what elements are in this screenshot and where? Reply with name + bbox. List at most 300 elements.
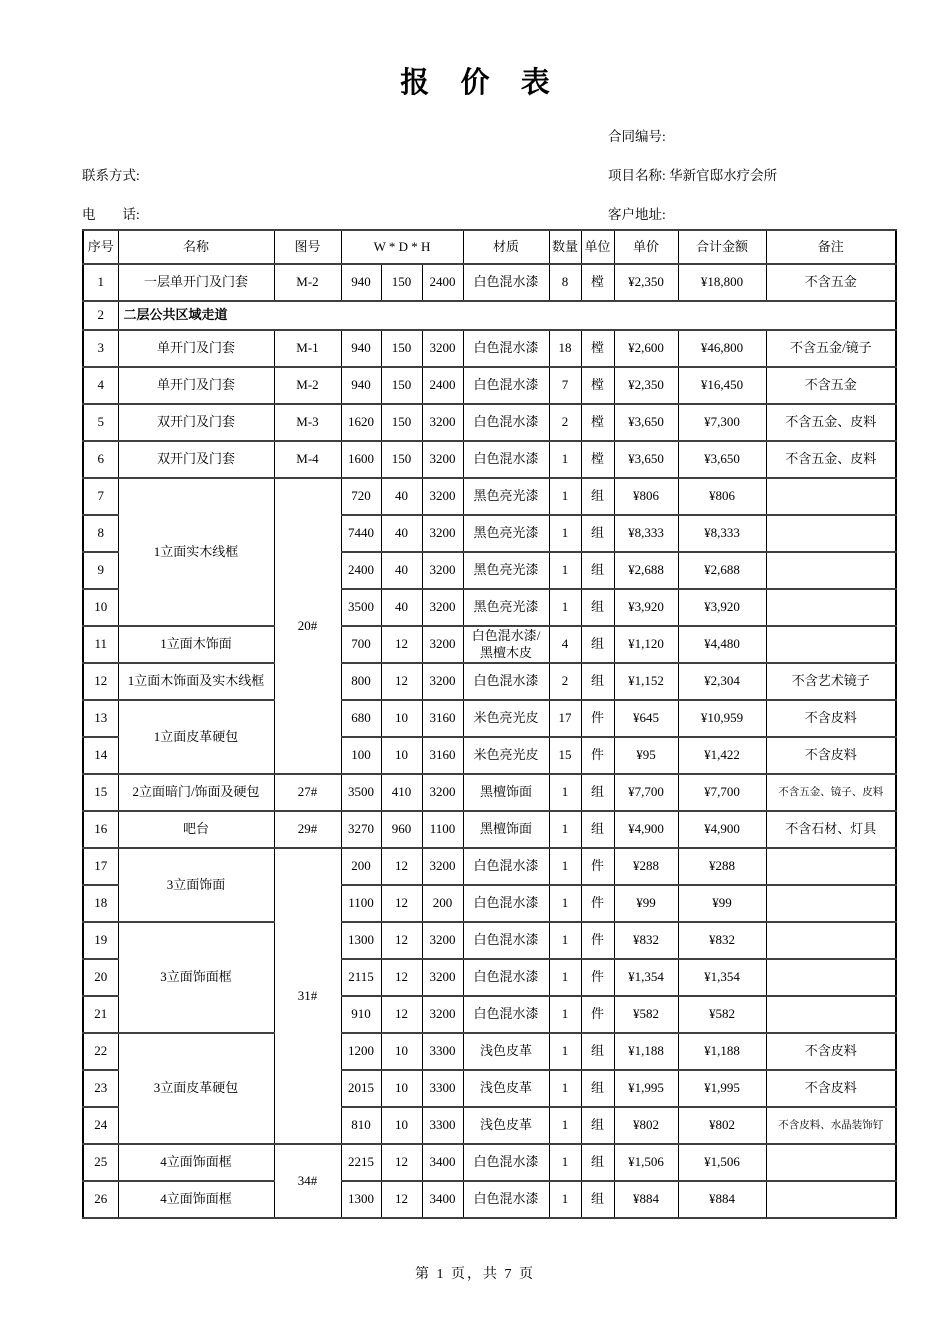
cell-unit-price: ¥806 xyxy=(614,478,678,515)
cell-total: ¥1,422 xyxy=(678,737,766,774)
cell-total: ¥46,800 xyxy=(678,330,766,367)
contract-number-label: 合同编号: xyxy=(608,129,666,144)
cell-material: 浅色皮革 xyxy=(463,1107,549,1144)
cell-depth: 10 xyxy=(381,1033,422,1070)
table-row xyxy=(83,330,896,367)
cell-unit: 组 xyxy=(581,1144,614,1181)
cell-seq: 10 xyxy=(83,589,118,626)
cell-height: 2400 xyxy=(422,264,463,301)
cell-total: ¥10,959 xyxy=(678,700,766,737)
cell-qty: 1 xyxy=(549,515,581,552)
cell-name: 4立面饰面框 xyxy=(118,1181,274,1218)
cell-figure: 31# xyxy=(274,848,341,1144)
cell-depth: 40 xyxy=(381,478,422,515)
cell-material: 黑色亮光漆 xyxy=(463,478,549,515)
cell-total: ¥7,700 xyxy=(678,774,766,811)
cell-unit-price: ¥2,688 xyxy=(614,552,678,589)
cell-unit: 组 xyxy=(581,774,614,811)
cell-unit: 件 xyxy=(581,737,614,774)
cell-height: 3200 xyxy=(422,922,463,959)
cell-unit: 组 xyxy=(581,589,614,626)
cell-depth: 960 xyxy=(381,811,422,848)
cell-material: 黑色亮光漆 xyxy=(463,589,549,626)
cell-seq: 11 xyxy=(83,626,118,663)
cell-height: 3300 xyxy=(422,1107,463,1144)
cell-seq: 5 xyxy=(83,404,118,441)
cell-height: 3200 xyxy=(422,589,463,626)
cell-unit-price: ¥288 xyxy=(614,848,678,885)
cell-height: 3200 xyxy=(422,996,463,1033)
cell-material: 白色混水漆 xyxy=(463,367,549,404)
cell-width: 2400 xyxy=(341,552,381,589)
cell-width: 940 xyxy=(341,330,381,367)
cell-depth: 12 xyxy=(381,922,422,959)
table-header-row xyxy=(83,230,896,264)
cell-name: 1立面木饰面 xyxy=(118,626,274,663)
cell-width: 700 xyxy=(341,626,381,663)
cell-unit-price: ¥582 xyxy=(614,996,678,1033)
cell-width: 720 xyxy=(341,478,381,515)
table-row xyxy=(83,264,896,301)
cell-name: 吧台 xyxy=(118,811,274,848)
cell-material: 黑色亮光漆 xyxy=(463,515,549,552)
cell-unit: 组 xyxy=(581,626,614,663)
cell-material: 米色亮光皮 xyxy=(463,737,549,774)
cell-note: 不含皮料 xyxy=(766,1070,896,1107)
cell-note: 不含五金 xyxy=(766,264,896,301)
cell-unit: 组 xyxy=(581,1033,614,1070)
cell-depth: 12 xyxy=(381,996,422,1033)
cell-unit-price: ¥3,920 xyxy=(614,589,678,626)
cell-width: 940 xyxy=(341,367,381,404)
cell-unit-price: ¥802 xyxy=(614,1107,678,1144)
cell-unit-price: ¥1,506 xyxy=(614,1144,678,1181)
table-row xyxy=(83,663,896,700)
cell-total: ¥832 xyxy=(678,922,766,959)
cell-depth: 410 xyxy=(381,774,422,811)
cell-qty: 1 xyxy=(549,922,581,959)
cell-width: 1300 xyxy=(341,922,381,959)
cell-width: 2215 xyxy=(341,1144,381,1181)
cell-unit-price: ¥2,350 xyxy=(614,264,678,301)
cell-height: 3200 xyxy=(422,848,463,885)
cell-depth: 150 xyxy=(381,330,422,367)
cell-material: 白色混水漆 xyxy=(463,663,549,700)
cell-note: 不含皮料 xyxy=(766,1033,896,1070)
table-row xyxy=(83,848,896,885)
cell-seq: 9 xyxy=(83,552,118,589)
cell-figure: M-4 xyxy=(274,441,341,478)
cell-qty: 1 xyxy=(549,478,581,515)
cell-name: 一层单开门及门套 xyxy=(118,264,274,301)
cell-unit-price: ¥8,333 xyxy=(614,515,678,552)
cell-unit-price: ¥95 xyxy=(614,737,678,774)
cell-name: 3立面皮革硬包 xyxy=(118,1033,274,1144)
cell-unit-price: ¥1,152 xyxy=(614,663,678,700)
cell-seq: 24 xyxy=(83,1107,118,1144)
cell-width: 7440 xyxy=(341,515,381,552)
cell-height: 3200 xyxy=(422,404,463,441)
cell-unit: 组 xyxy=(581,663,614,700)
cell-unit-price: ¥2,600 xyxy=(614,330,678,367)
cell-seq: 15 xyxy=(83,774,118,811)
cell-width: 810 xyxy=(341,1107,381,1144)
cell-qty: 1 xyxy=(549,1033,581,1070)
cell-figure: 34# xyxy=(274,1144,341,1218)
column-header: W * D * H xyxy=(341,230,463,264)
cell-depth: 10 xyxy=(381,1070,422,1107)
cell-unit-price: ¥1,995 xyxy=(614,1070,678,1107)
customer-address-label: 客户地址: xyxy=(608,207,666,222)
cell-depth: 10 xyxy=(381,737,422,774)
cell-width: 3270 xyxy=(341,811,381,848)
cell-name: 双开门及门套 xyxy=(118,404,274,441)
table-row xyxy=(83,626,896,663)
page-number: 第 1 页，共 7 页 xyxy=(415,1267,535,1282)
cell-height: 200 xyxy=(422,885,463,922)
cell-unit-price: ¥832 xyxy=(614,922,678,959)
cell-note xyxy=(766,478,896,515)
table-row xyxy=(83,922,896,959)
cell-width: 1300 xyxy=(341,1181,381,1218)
cell-width: 1620 xyxy=(341,404,381,441)
cell-unit-price: ¥2,350 xyxy=(614,367,678,404)
cell-figure: M-2 xyxy=(274,264,341,301)
table-row xyxy=(83,441,896,478)
cell-note xyxy=(766,1144,896,1181)
cell-total: ¥1,995 xyxy=(678,1070,766,1107)
cell-width: 1200 xyxy=(341,1033,381,1070)
cell-depth: 10 xyxy=(381,700,422,737)
cell-height: 2400 xyxy=(422,367,463,404)
cell-depth: 12 xyxy=(381,848,422,885)
cell-width: 100 xyxy=(341,737,381,774)
cell-depth: 12 xyxy=(381,959,422,996)
cell-note xyxy=(766,589,896,626)
column-header: 单价 xyxy=(614,230,678,264)
cell-seq: 6 xyxy=(83,441,118,478)
cell-depth: 10 xyxy=(381,1107,422,1144)
cell-note: 不含艺术镜子 xyxy=(766,663,896,700)
cell-seq: 20 xyxy=(83,959,118,996)
cell-seq: 16 xyxy=(83,811,118,848)
cell-material: 白色混水漆 xyxy=(463,330,549,367)
cell-width: 1100 xyxy=(341,885,381,922)
cell-width: 910 xyxy=(341,996,381,1033)
cell-section-title: 二层公共区域走道 xyxy=(118,301,896,330)
cell-name: 单开门及门套 xyxy=(118,367,274,404)
cell-width: 2115 xyxy=(341,959,381,996)
cell-total: ¥4,900 xyxy=(678,811,766,848)
cell-unit: 樘 xyxy=(581,367,614,404)
cell-total: ¥1,506 xyxy=(678,1144,766,1181)
cell-material: 浅色皮革 xyxy=(463,1033,549,1070)
cell-total: ¥1,354 xyxy=(678,959,766,996)
cell-figure: 27# xyxy=(274,774,341,811)
cell-width: 2015 xyxy=(341,1070,381,1107)
cell-name: 1立面皮革硬包 xyxy=(118,700,274,774)
cell-note xyxy=(766,1181,896,1218)
cell-unit: 组 xyxy=(581,1107,614,1144)
cell-qty: 1 xyxy=(549,441,581,478)
cell-qty: 17 xyxy=(549,700,581,737)
cell-total: ¥18,800 xyxy=(678,264,766,301)
cell-unit: 组 xyxy=(581,515,614,552)
cell-seq: 14 xyxy=(83,737,118,774)
cell-total: ¥8,333 xyxy=(678,515,766,552)
cell-name: 1立面木饰面及实木线框 xyxy=(118,663,274,700)
cell-seq: 4 xyxy=(83,367,118,404)
cell-name: 2立面暗门/饰面及硬包 xyxy=(118,774,274,811)
column-header: 数量 xyxy=(549,230,581,264)
cell-depth: 12 xyxy=(381,1144,422,1181)
column-header: 备注 xyxy=(766,230,896,264)
column-header: 材质 xyxy=(463,230,549,264)
cell-note: 不含皮料 xyxy=(766,737,896,774)
cell-height: 3160 xyxy=(422,737,463,774)
cell-width: 200 xyxy=(341,848,381,885)
cell-seq: 8 xyxy=(83,515,118,552)
cell-material: 白色混水漆 xyxy=(463,959,549,996)
cell-unit-price: ¥3,650 xyxy=(614,441,678,478)
cell-height: 3300 xyxy=(422,1033,463,1070)
cell-qty: 7 xyxy=(549,367,581,404)
cell-width: 1600 xyxy=(341,441,381,478)
cell-qty: 18 xyxy=(549,330,581,367)
cell-qty: 1 xyxy=(549,1070,581,1107)
cell-unit: 组 xyxy=(581,478,614,515)
cell-material: 白色混水漆 xyxy=(463,1181,549,1218)
cell-seq: 3 xyxy=(83,330,118,367)
cell-unit-price: ¥1,120 xyxy=(614,626,678,663)
cell-qty: 1 xyxy=(549,589,581,626)
cell-qty: 2 xyxy=(549,404,581,441)
cell-height: 3200 xyxy=(422,441,463,478)
cell-depth: 12 xyxy=(381,885,422,922)
cell-seq: 1 xyxy=(83,264,118,301)
table-row xyxy=(83,774,896,811)
cell-figure: 20# xyxy=(274,478,341,774)
cell-material: 白色混水漆 xyxy=(463,264,549,301)
cell-qty: 4 xyxy=(549,626,581,663)
cell-material: 米色亮光皮 xyxy=(463,700,549,737)
cell-qty: 1 xyxy=(549,1181,581,1218)
cell-total: ¥16,450 xyxy=(678,367,766,404)
cell-qty: 1 xyxy=(549,959,581,996)
cell-material: 白色混水漆 xyxy=(463,996,549,1033)
cell-figure: M-3 xyxy=(274,404,341,441)
cell-seq: 23 xyxy=(83,1070,118,1107)
cell-note: 不含五金/镜子 xyxy=(766,330,896,367)
cell-width: 800 xyxy=(341,663,381,700)
cell-height: 3200 xyxy=(422,774,463,811)
cell-unit-price: ¥884 xyxy=(614,1181,678,1218)
cell-depth: 150 xyxy=(381,441,422,478)
cell-unit-price: ¥1,188 xyxy=(614,1033,678,1070)
table-row xyxy=(83,811,896,848)
cell-seq: 19 xyxy=(83,922,118,959)
cell-total: ¥806 xyxy=(678,478,766,515)
cell-depth: 40 xyxy=(381,552,422,589)
cell-unit: 件 xyxy=(581,848,614,885)
cell-material: 白色混水漆 xyxy=(463,848,549,885)
cell-unit-price: ¥1,354 xyxy=(614,959,678,996)
project-name-label: 项目名称: xyxy=(608,168,666,183)
cell-height: 3160 xyxy=(422,700,463,737)
cell-total: ¥3,650 xyxy=(678,441,766,478)
cell-note: 不含皮料 xyxy=(766,700,896,737)
cell-qty: 1 xyxy=(549,811,581,848)
cell-qty: 1 xyxy=(549,774,581,811)
cell-total: ¥7,300 xyxy=(678,404,766,441)
cell-note xyxy=(766,922,896,959)
cell-material: 白色混水漆 xyxy=(463,922,549,959)
quotation-table xyxy=(82,229,897,1219)
cell-total: ¥582 xyxy=(678,996,766,1033)
cell-depth: 40 xyxy=(381,515,422,552)
cell-note xyxy=(766,885,896,922)
cell-seq: 13 xyxy=(83,700,118,737)
cell-unit: 件 xyxy=(581,959,614,996)
cell-width: 680 xyxy=(341,700,381,737)
cell-seq: 2 xyxy=(83,301,118,330)
page-title: 报 价 表 xyxy=(400,67,562,99)
table-row xyxy=(83,1033,896,1070)
cell-width: 940 xyxy=(341,264,381,301)
cell-unit: 件 xyxy=(581,996,614,1033)
contact-method-label: 联系方式: xyxy=(82,168,140,183)
cell-material: 黑檀饰面 xyxy=(463,774,549,811)
cell-qty: 1 xyxy=(549,885,581,922)
cell-unit-price: ¥4,900 xyxy=(614,811,678,848)
cell-height: 3200 xyxy=(422,626,463,663)
cell-name: 单开门及门套 xyxy=(118,330,274,367)
column-header: 单位 xyxy=(581,230,614,264)
cell-material: 白色混水漆 xyxy=(463,441,549,478)
cell-height: 3200 xyxy=(422,515,463,552)
cell-figure: M-2 xyxy=(274,367,341,404)
cell-material: 黑色亮光漆 xyxy=(463,552,549,589)
cell-name: 1立面实木线框 xyxy=(118,478,274,626)
cell-unit: 件 xyxy=(581,700,614,737)
cell-unit: 组 xyxy=(581,1070,614,1107)
cell-unit: 件 xyxy=(581,885,614,922)
project-name-value: 华新官邸水疗会所 xyxy=(669,168,778,183)
cell-unit-price: ¥7,700 xyxy=(614,774,678,811)
cell-note: 不含皮料、水晶装饰钉 xyxy=(766,1107,896,1144)
cell-height: 3200 xyxy=(422,552,463,589)
cell-note: 不含石材、灯具 xyxy=(766,811,896,848)
cell-qty: 1 xyxy=(549,552,581,589)
table-row xyxy=(83,700,896,737)
cell-unit: 樘 xyxy=(581,330,614,367)
phone-label: 电 话: xyxy=(82,207,140,222)
cell-unit: 组 xyxy=(581,1181,614,1218)
cell-seq: 7 xyxy=(83,478,118,515)
cell-height: 3400 xyxy=(422,1144,463,1181)
cell-seq: 26 xyxy=(83,1181,118,1218)
cell-note: 不含五金、镜子、皮料 xyxy=(766,774,896,811)
cell-material: 白色混水漆 xyxy=(463,885,549,922)
cell-depth: 12 xyxy=(381,663,422,700)
cell-note xyxy=(766,552,896,589)
cell-note xyxy=(766,959,896,996)
table-row xyxy=(83,478,896,515)
cell-depth: 40 xyxy=(381,589,422,626)
project-name-field xyxy=(608,164,777,184)
cell-note xyxy=(766,626,896,663)
cell-qty: 2 xyxy=(549,663,581,700)
cell-height: 3200 xyxy=(422,478,463,515)
column-header: 合计金额 xyxy=(678,230,766,264)
cell-width: 3500 xyxy=(341,774,381,811)
cell-note xyxy=(766,515,896,552)
cell-material: 白色混水漆 xyxy=(463,404,549,441)
cell-depth: 12 xyxy=(381,1181,422,1218)
cell-seq: 25 xyxy=(83,1144,118,1181)
cell-depth: 12 xyxy=(381,626,422,663)
cell-material: 浅色皮革 xyxy=(463,1070,549,1107)
cell-note: 不含五金、皮料 xyxy=(766,441,896,478)
cell-depth: 150 xyxy=(381,264,422,301)
cell-note: 不含五金 xyxy=(766,367,896,404)
cell-name: 4立面饰面框 xyxy=(118,1144,274,1181)
cell-unit: 组 xyxy=(581,552,614,589)
column-header: 图号 xyxy=(274,230,341,264)
cell-qty: 8 xyxy=(549,264,581,301)
cell-unit-price: ¥99 xyxy=(614,885,678,922)
cell-height: 3400 xyxy=(422,1181,463,1218)
cell-note: 不含五金、皮料 xyxy=(766,404,896,441)
cell-total: ¥2,688 xyxy=(678,552,766,589)
cell-name: 3立面饰面 xyxy=(118,848,274,922)
table-row xyxy=(83,404,896,441)
cell-material: 白色混水漆/黑檀木皮 xyxy=(463,626,549,663)
cell-qty: 15 xyxy=(549,737,581,774)
cell-material: 黑檀饰面 xyxy=(463,811,549,848)
cell-total: ¥4,480 xyxy=(678,626,766,663)
column-header: 名称 xyxy=(118,230,274,264)
cell-total: ¥3,920 xyxy=(678,589,766,626)
cell-height: 3200 xyxy=(422,330,463,367)
cell-total: ¥1,188 xyxy=(678,1033,766,1070)
cell-figure: 29# xyxy=(274,811,341,848)
cell-height: 3200 xyxy=(422,959,463,996)
cell-unit-price: ¥645 xyxy=(614,700,678,737)
cell-total: ¥884 xyxy=(678,1181,766,1218)
cell-height: 1100 xyxy=(422,811,463,848)
cell-figure: M-1 xyxy=(274,330,341,367)
cell-depth: 150 xyxy=(381,367,422,404)
cell-unit: 樘 xyxy=(581,441,614,478)
cell-total: ¥802 xyxy=(678,1107,766,1144)
table-row xyxy=(83,301,896,330)
cell-seq: 18 xyxy=(83,885,118,922)
table-row xyxy=(83,1181,896,1218)
cell-material: 白色混水漆 xyxy=(463,1144,549,1181)
cell-unit-price: ¥3,650 xyxy=(614,404,678,441)
cell-qty: 1 xyxy=(549,1144,581,1181)
cell-seq: 12 xyxy=(83,663,118,700)
table-row xyxy=(83,1144,896,1181)
cell-name: 双开门及门套 xyxy=(118,441,274,478)
cell-unit: 樘 xyxy=(581,264,614,301)
cell-depth: 150 xyxy=(381,404,422,441)
cell-unit: 件 xyxy=(581,922,614,959)
cell-qty: 1 xyxy=(549,848,581,885)
cell-total: ¥288 xyxy=(678,848,766,885)
cell-unit: 组 xyxy=(581,811,614,848)
